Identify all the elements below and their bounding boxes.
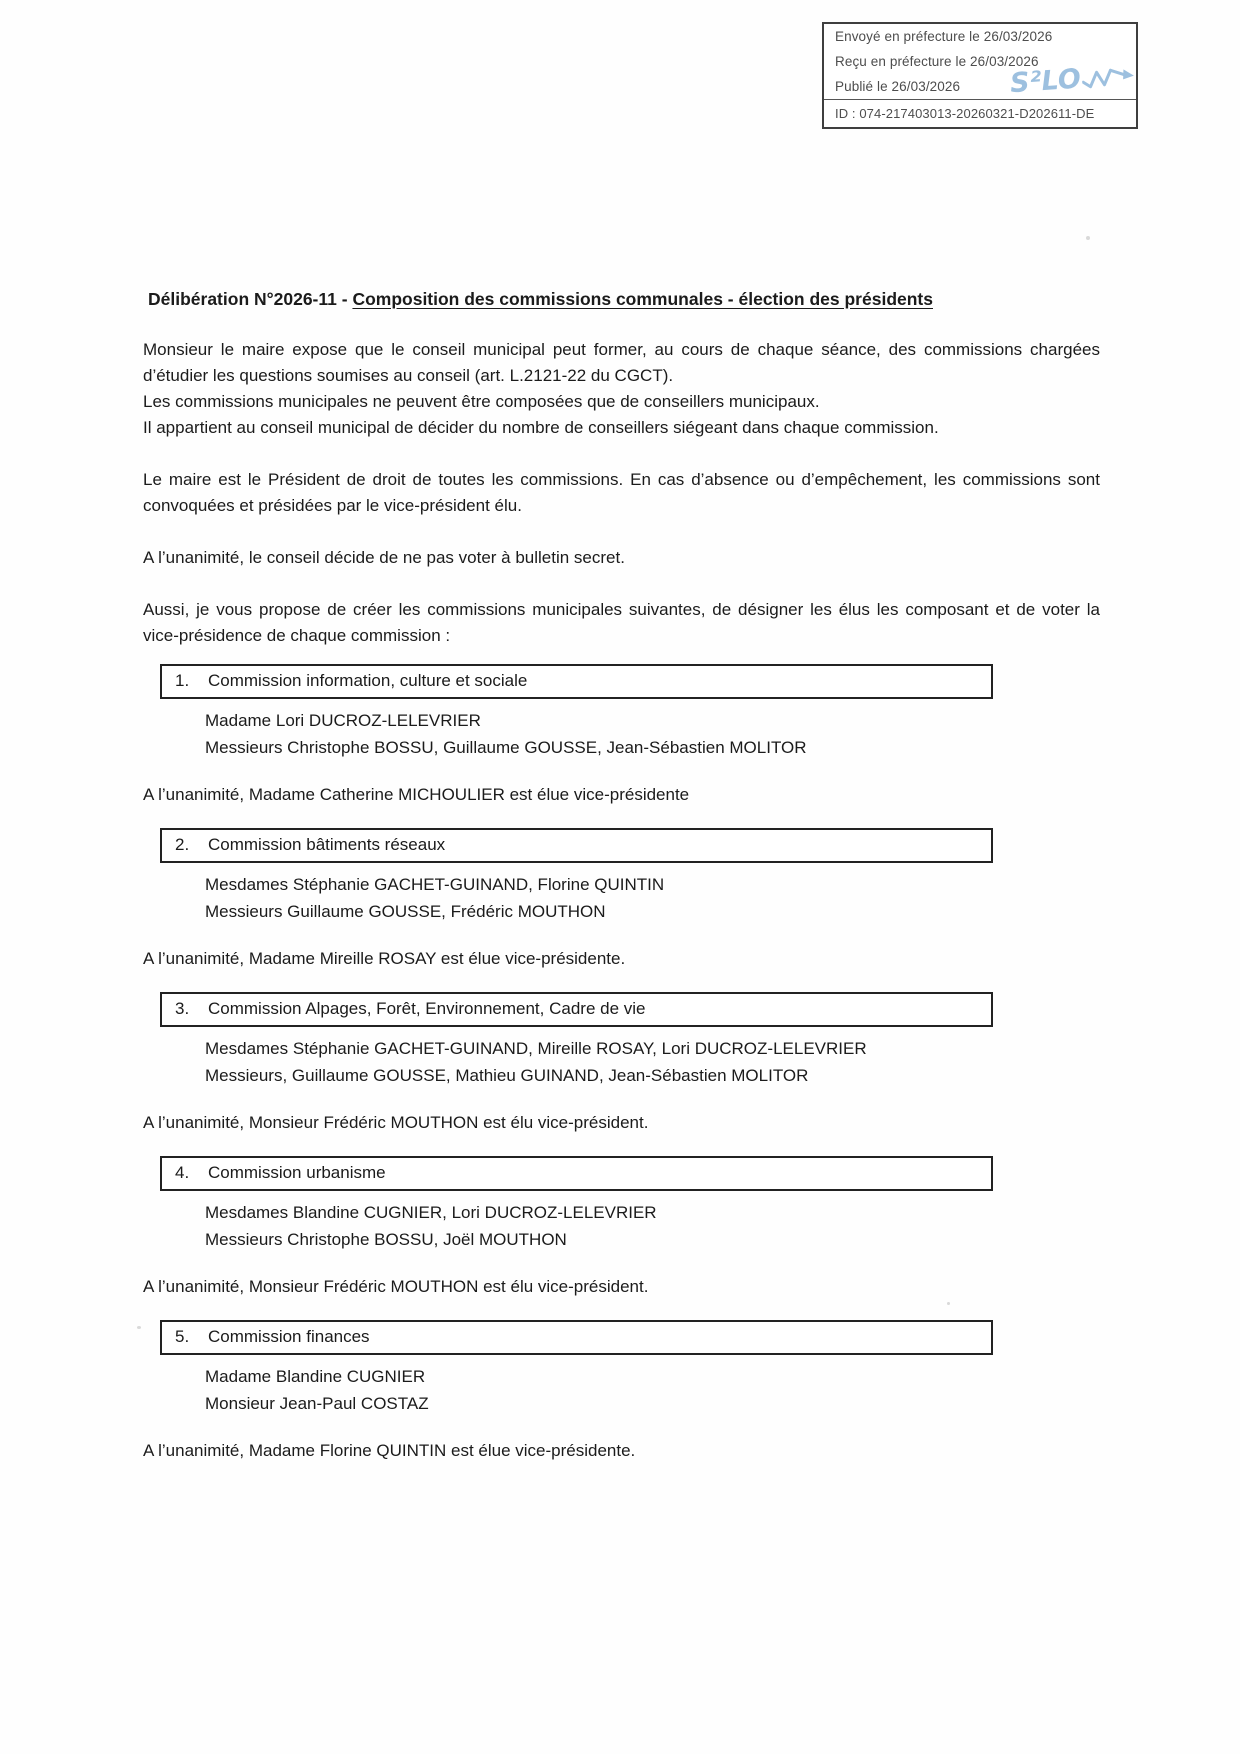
paragraph-nombre-conseillers: Il appartient au conseil municipal de décider du nombre de conseillers siégeant dans chaque commission. [143,418,939,437]
commission-section-1 [143,664,1100,808]
commission-members-line: Messieurs, Guillaume GOUSSE, Mathieu GUINAND, Jean-Sébastien MOLITOR [205,1066,809,1085]
paragraph-bulletin-secret: A l’unanimité, le conseil décide de ne pas voter à bulletin secret. [143,548,625,567]
commission-header-box [160,664,993,699]
commission-section-2 [143,828,1100,972]
commission-section-4 [143,1156,1100,1300]
commission-members-line: Monsieur Jean-Paul COSTAZ [205,1394,429,1413]
commission-name: Commission Alpages, Forêt, Environnement, Cadre de vie [208,999,646,1018]
page-title [148,286,1100,312]
stamp-received-line: Reçu en préfecture le 26/03/2026 [835,54,1039,69]
commission-members-line: Messieurs Guillaume GOUSSE, Frédéric MOUTHON [205,902,606,921]
commission-section-5 [143,1320,1100,1464]
vote-result: A l’unanimité, Madame Catherine MICHOULIER est élue vice-présidente [143,785,690,804]
vote-result: A l’unanimité, Monsieur Frédéric MOUTHON est élu vice-président. [143,1113,649,1132]
paragraph-expose: Monsieur le maire expose que le conseil municipal peut former, au cours de chaque séance, des commissions chargées d’étudier les questions soumises au conseil (art. L.2121-22 du CGCT). [143,340,1100,385]
commission-name: Commission urbanisme [208,1163,386,1182]
commission-name: Commission bâtiments réseaux [208,835,446,854]
stamp-id-line: ID : 074-217403013-20260321-D202611-DE [824,99,1136,127]
commission-members-line: Madame Blandine CUGNIER [205,1367,426,1386]
title-prefix: Délibération N°2026-11 - [148,289,353,309]
commission-section-3 [143,992,1100,1136]
commission-header-box [160,992,993,1027]
commission-name: Commission information, culture et sociale [208,671,528,690]
prefecture-stamp [822,22,1138,129]
commission-members-line: Mesdames Stéphanie GACHET-GUINAND, Mireille ROSAY, Lori DUCROZ-LELEVRIER [205,1039,867,1058]
scan-artifact [137,1326,141,1329]
commission-members [143,707,1100,761]
commission-number: 2. [175,835,190,854]
scan-artifact [1086,236,1090,240]
commission-number: 3. [175,999,190,1018]
commission-number: 1. [175,671,190,690]
s2low-logo-text: S²LO [1009,63,1083,100]
commission-name: Commission finances [208,1327,370,1346]
commission-number: 4. [175,1163,190,1182]
commission-members-line: Mesdames Blandine CUGNIER, Lori DUCROZ-LELEVRIER [205,1203,657,1222]
vote-result: A l’unanimité, Madame Mireille ROSAY est élue vice-présidente. [143,949,626,968]
title-underlined: Composition des commissions communales - élection des présidents [352,289,933,309]
commission-members-line: Mesdames Stéphanie GACHET-GUINAND, Florine QUINTIN [205,875,665,894]
commission-members [143,1035,1100,1089]
commission-members-line: Messieurs Christophe BOSSU, Joël MOUTHON [205,1230,567,1249]
vote-result: A l’unanimité, Madame Florine QUINTIN est élue vice-présidente. [143,1441,636,1460]
commission-members [143,1363,1100,1417]
stamp-sent-line: Envoyé en préfecture le 26/03/2026 [835,29,1053,44]
commission-members [143,1199,1100,1253]
document-content [143,286,1100,1484]
commission-header-box [160,1320,993,1355]
commission-members [143,871,1100,925]
intro-paragraph-group [143,337,1100,441]
paragraph-composition-rule: Les commissions municipales ne peuvent être composées que de conseillers municipaux. [143,392,820,411]
vote-result: A l’unanimité, Monsieur Frédéric MOUTHON est élu vice-président. [143,1277,649,1296]
commission-header-box [160,828,993,863]
scan-artifact [947,1302,950,1305]
commission-header-box [160,1156,993,1191]
commission-members-line: Messieurs Christophe BOSSU, Guillaume GOUSSE, Jean-Sébastien MOLITOR [205,738,807,757]
commission-number: 5. [175,1327,190,1346]
stamp-published-line: Publié le 26/03/2026 [835,79,961,94]
paragraph-proposition: Aussi, je vous propose de créer les commissions municipales suivantes, de désigner les élus les composant et de voter la vice-présidence de chaque commission : [143,600,1100,645]
commission-members-line: Madame Lori DUCROZ-LELEVRIER [205,711,481,730]
paragraph-president-droit: Le maire est le Président de droit de toutes les commissions. En cas d’absence ou d’empêchement, les commissions sont convoquées et présidées par le vice-président élu. [143,470,1100,515]
